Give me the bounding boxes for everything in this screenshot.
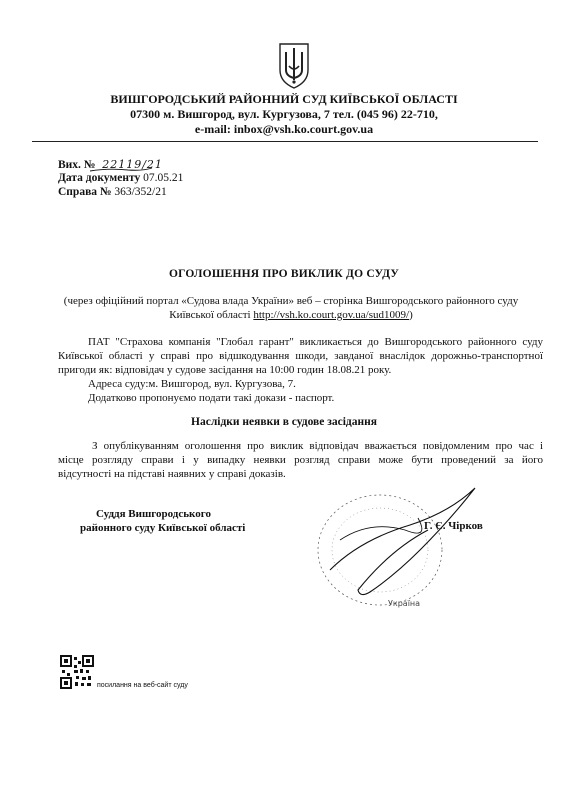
body-line-2: Київської області у справі про відшкодування шкоди, завданої внаслідок дорожньо-транспортної	[58, 350, 543, 362]
header-divider	[32, 141, 538, 142]
qr-code-icon	[60, 655, 94, 689]
court-address-line: Адреса суду:м. Вишгород, вул. Кургузова, 7.	[88, 378, 296, 390]
portal-closing: )	[409, 309, 413, 321]
outgoing-label: Вих. №	[58, 159, 96, 171]
consequences-heading: Наслідки неявки в судове засідання	[191, 416, 377, 428]
outgoing-number: 22119/21	[102, 158, 163, 171]
body-line-1: ПАТ "Страхова компанія "Глобал гарант" викликається до Вишгородського районного суду	[88, 336, 543, 348]
court-seal-signature	[300, 480, 490, 610]
seal-text: Україна	[388, 599, 421, 608]
announcement-title: ОГОЛОШЕННЯ ПРО ВИКЛИК ДО СУДУ	[168, 268, 400, 280]
judge-title-line-1: Суддя Вишгородського	[96, 508, 211, 520]
case-value: 363/352/21	[114, 186, 167, 198]
judge-title-line-2: районного суду Київської області	[80, 522, 246, 534]
court-website-link[interactable]: http://vsh.ko.court.gov.ua/sud1009/	[253, 309, 410, 321]
date-label: Дата документу	[58, 172, 141, 184]
judge-name: Г. Є. Чірков	[424, 520, 483, 532]
portal-line-1: (через офіційний портал «Судова влада України» веб – сторінка Вишгородського районного суду	[63, 295, 519, 307]
coat-of-arms-icon	[278, 40, 310, 90]
court-address: 07300 м. Вишгород, вул. Кургузова, 7 тел. (045 96) 22-710,	[130, 107, 438, 121]
qr-caption: посилання на веб-сайт суду	[97, 682, 188, 689]
court-email: e-mail: inbox@vsh.ko.court.gov.ua	[194, 122, 374, 136]
case-label: Справа №	[58, 186, 112, 198]
consequences-line-1: З опублікуванням оголошення про виклик відповідач вважається повідомленим про час і	[92, 440, 543, 452]
portal-region: Київської області	[169, 309, 251, 321]
portal-line-2	[58, 309, 524, 322]
consequences-line-3: відсутності на підставі наявних у справі доказів.	[58, 468, 286, 480]
date-value: 07.05.21	[143, 172, 184, 184]
evidence-line: Додатково пропонуємо подати такі докази - паспорт.	[88, 392, 335, 404]
body-line-3: пригоди як: відповідач у судове засідання на 10:00 годин 18.08.21 року.	[58, 364, 392, 376]
handwritten-scribble	[88, 154, 154, 174]
court-name: ВИШГОРОДСЬКИЙ РАЙОННИЙ СУД КИЇВСЬКОЇ ОБЛАСТІ	[110, 92, 458, 106]
case-number-row	[58, 186, 167, 199]
consequences-line-2: місце розгляду справи і у випадку неявки розгляд справи може бути проведений за його	[58, 454, 543, 466]
